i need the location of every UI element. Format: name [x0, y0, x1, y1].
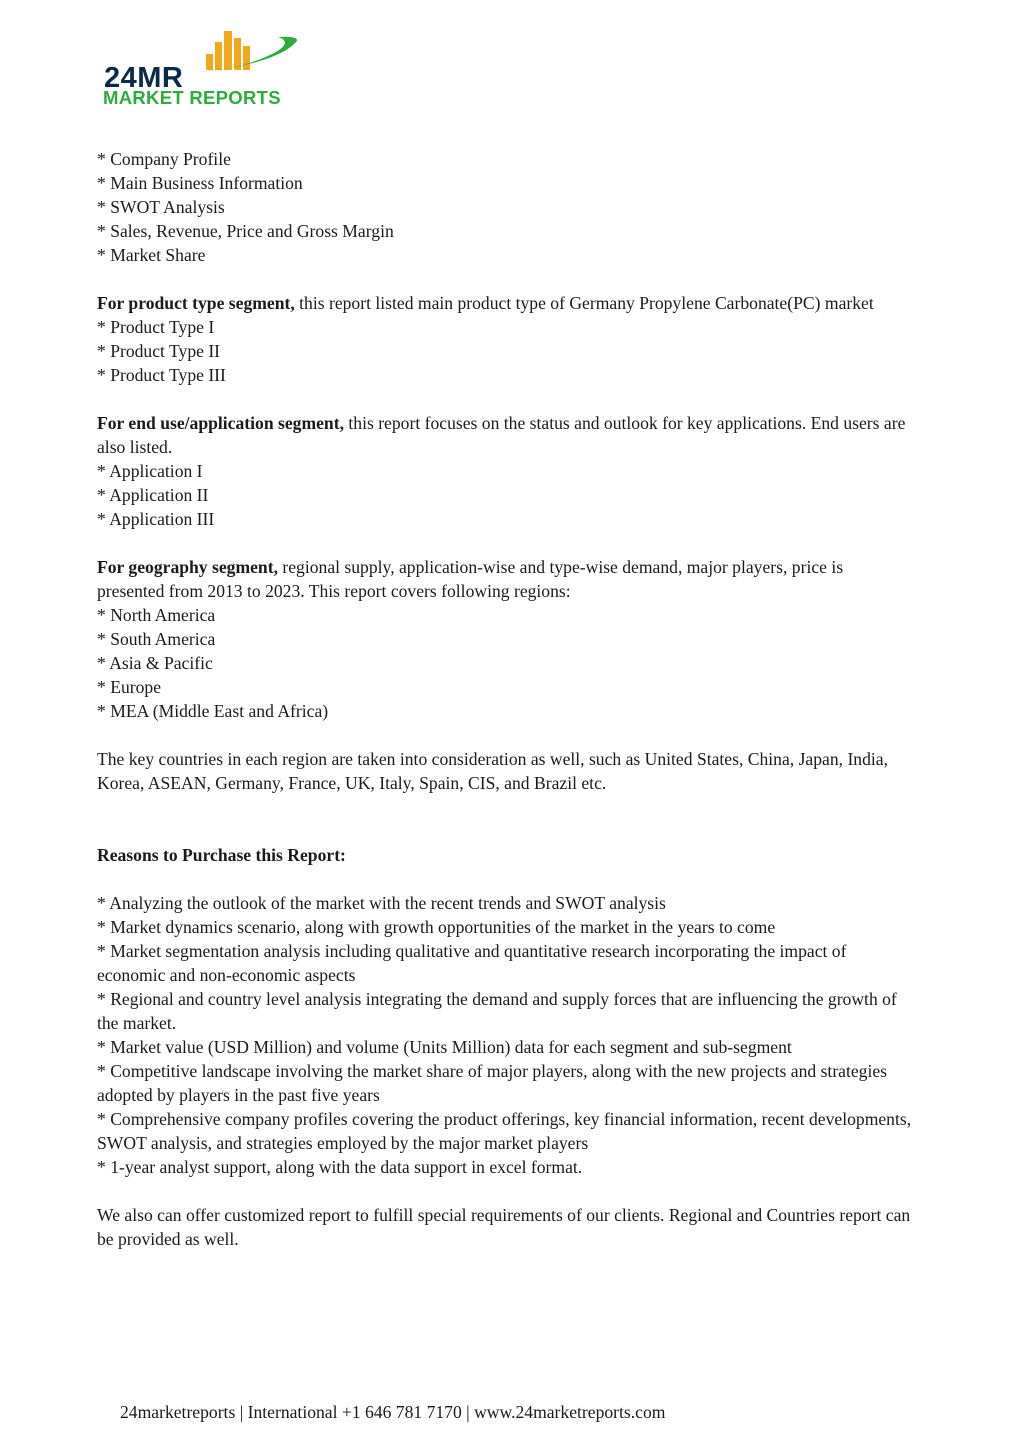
list-item: * Market Share: [97, 245, 206, 265]
geography-segment-paragraph: [97, 555, 912, 603]
list-item: * Market segmentation analysis including qualitative and quantitative research incorporating the impact of economic and non-economic aspects: [97, 941, 847, 985]
product-type-list: [97, 315, 912, 387]
list-item: * South America: [97, 629, 216, 649]
key-countries-paragraph: The key countries in each region are taken into consideration as well, such as United States, China, Japan, India, Korea, ASEAN, Germany, France, UK, Italy, Spain, CIS, and Brazil etc.: [97, 749, 888, 793]
geography-segment-text: regional supply, application-wise and type-wise demand, major players, price is presented from 2013 to 2023. This report covers following regions:: [97, 557, 844, 601]
list-item: * Application II: [97, 485, 209, 505]
list-item: * Product Type II: [97, 341, 221, 361]
product-segment-lead: For product type segment,: [97, 293, 295, 313]
list-item: * Comprehensive company profiles covering the product offerings, key financial information, recent developments, SWOT analysis, and strategies employed by the major market players: [97, 1109, 912, 1153]
list-item: * 1-year analyst support, along with the data support in excel format.: [97, 1157, 583, 1177]
list-item: * Market dynamics scenario, along with growth opportunities of the market in the years to come: [97, 917, 776, 937]
list-item: * SWOT Analysis: [97, 197, 225, 217]
list-item: * Competitive landscape involving the market share of major players, along with the new projects and strategies adopted by players in the past five years: [97, 1061, 888, 1105]
reasons-list: [97, 891, 912, 1179]
application-segment-text: this report focuses on the status and outlook for key applications. End users are also listed.: [97, 413, 906, 457]
logo-wordmark: 24MR: [104, 62, 184, 94]
geography-segment-lead: For geography segment,: [97, 557, 278, 577]
list-item: * Main Business Information: [97, 173, 303, 193]
customization-paragraph: We also can offer customized report to fulfill special requirements of our clients. Regional and Countries report can be provided as well.: [97, 1205, 911, 1249]
logo-tagline: MARKET REPORTS: [103, 87, 281, 108]
list-item: * Market value (USD Million) and volume (Units Million) data for each segment and sub-segment: [97, 1037, 792, 1057]
list-item: * Company Profile: [97, 149, 231, 169]
reasons-heading: Reasons to Purchase this Report:: [97, 845, 346, 865]
company-info-list: [97, 147, 912, 267]
list-item: * MEA (Middle East and Africa): [97, 701, 329, 721]
list-item: * Europe: [97, 677, 162, 697]
company-logo: [102, 28, 307, 110]
application-segment-paragraph: [97, 411, 912, 459]
list-item: * Sales, Revenue, Price and Gross Margin: [97, 221, 394, 241]
list-item: * Application III: [97, 509, 215, 529]
application-list: [97, 459, 912, 531]
document-body: [97, 147, 912, 1251]
list-item: * Product Type III: [97, 365, 226, 385]
list-item: * Analyzing the outlook of the market with the recent trends and SWOT analysis: [97, 893, 666, 913]
page-footer: 24marketreports | International +1 646 781 7170 | www.24marketreports.com: [120, 1402, 666, 1422]
list-item: * Asia & Pacific: [97, 653, 213, 673]
product-segment-text: this report listed main product type of Germany Propylene Carbonate(PC) market: [294, 293, 874, 313]
region-list: [97, 603, 912, 723]
list-item: * Application I: [97, 461, 203, 481]
list-item: * North America: [97, 605, 216, 625]
list-item: * Product Type I: [97, 317, 215, 337]
list-item: * Regional and country level analysis integrating the demand and supply forces that are influencing the growth of the market.: [97, 989, 897, 1033]
application-segment-lead: For end use/application segment,: [97, 413, 344, 433]
product-segment-paragraph: [97, 291, 912, 315]
